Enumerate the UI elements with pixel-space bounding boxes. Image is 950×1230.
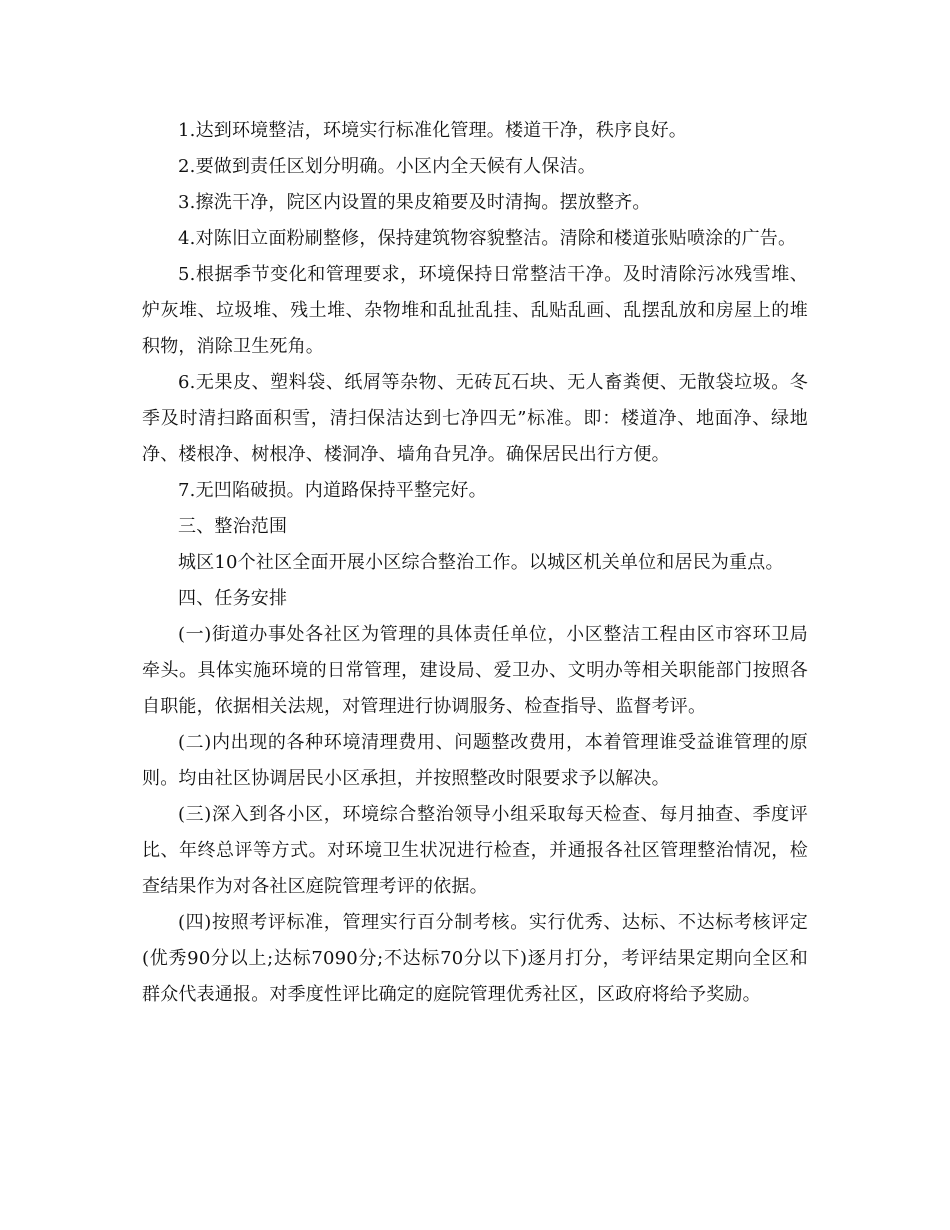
task-paragraph-3: (三)深入到各小区，环境综合整治领导小组采取每天检查、每月抽查、季度评比、年终总评等方式。对环境卫生状况进行检查，并通报各社区管理整治情况，检查结果作为对各社区庭院管理考评的依据。 [142, 804, 808, 897]
paragraph-item-2: 2.要做到责任区划分明确。小区内全天候有人保洁。 [178, 156, 596, 177]
paragraph-item-1: 1.达到环境整洁，环境实行标准化管理。楼道干净，秩序良好。 [178, 120, 687, 141]
task-paragraph-2: (二)内出现的各种环境清理费用、问题整改费用，本着管理谁受益谁管理的原则。均由社区协调居民小区承担，并按照整改时限要求予以解决。 [142, 732, 808, 789]
paragraph-item-7: 7.无凹陷破损。内道路保持平整完好。 [178, 480, 487, 501]
paragraph-item-3: 3.擦洗干净，院区内设置的果皮箱要及时清掏。摆放整齐。 [178, 192, 651, 213]
task-paragraph-4: (四)按照考评标准，管理实行百分制考核。实行优秀、达标、不达标考核评定(优秀90分以上;达标7090分;不达标70分以下)逐月打分，考评结果定期向全区和群众代表通报。对季度性评比确定的庭院管理优秀社区，区政府将给予奖励。 [142, 912, 808, 1005]
scope-paragraph: 城区10个社区全面开展小区综合整治工作。以城区机关单位和居民为重点。 [178, 552, 784, 573]
section-heading-tasks: 四、任务安排 [178, 588, 288, 609]
paragraph-item-6: 6.无果皮、塑料袋、纸屑等杂物、无砖瓦石块、无人畜粪便、无散袋垃圾。冬季及时清扫路面积雪，清扫保洁达到七净四无”标准。即：楼道净、地面净、绿地净、楼根净、树根净、楼洞净、墙角旮旯净。确保居民出行方便。 [142, 372, 808, 465]
task-paragraph-1: (一)街道办事处各社区为管理的具体责任单位，小区整洁工程由区市容环卫局牵头。具体实施环境的日常管理，建设局、爱卫办、文明办等相关职能部门按照各自职能，依据相关法规，对管理进行协调服务、检查指导、监督考评。 [142, 624, 808, 717]
document-body [142, 113, 808, 1013]
paragraph-item-4: 4.对陈旧立面粉刷整修，保持建筑物容貌整洁。清除和楼道张贴喷涂的广告。 [178, 228, 797, 249]
paragraph-item-5: 5.根据季节变化和管理要求，环境保持日常整洁干净。及时清除污冰残雪堆、炉灰堆、垃圾堆、残土堆、杂物堆和乱扯乱挂、乱贴乱画、乱摆乱放和房屋上的堆积物，消除卫生死角。 [142, 264, 808, 357]
section-heading-scope: 三、整治范围 [178, 516, 288, 537]
